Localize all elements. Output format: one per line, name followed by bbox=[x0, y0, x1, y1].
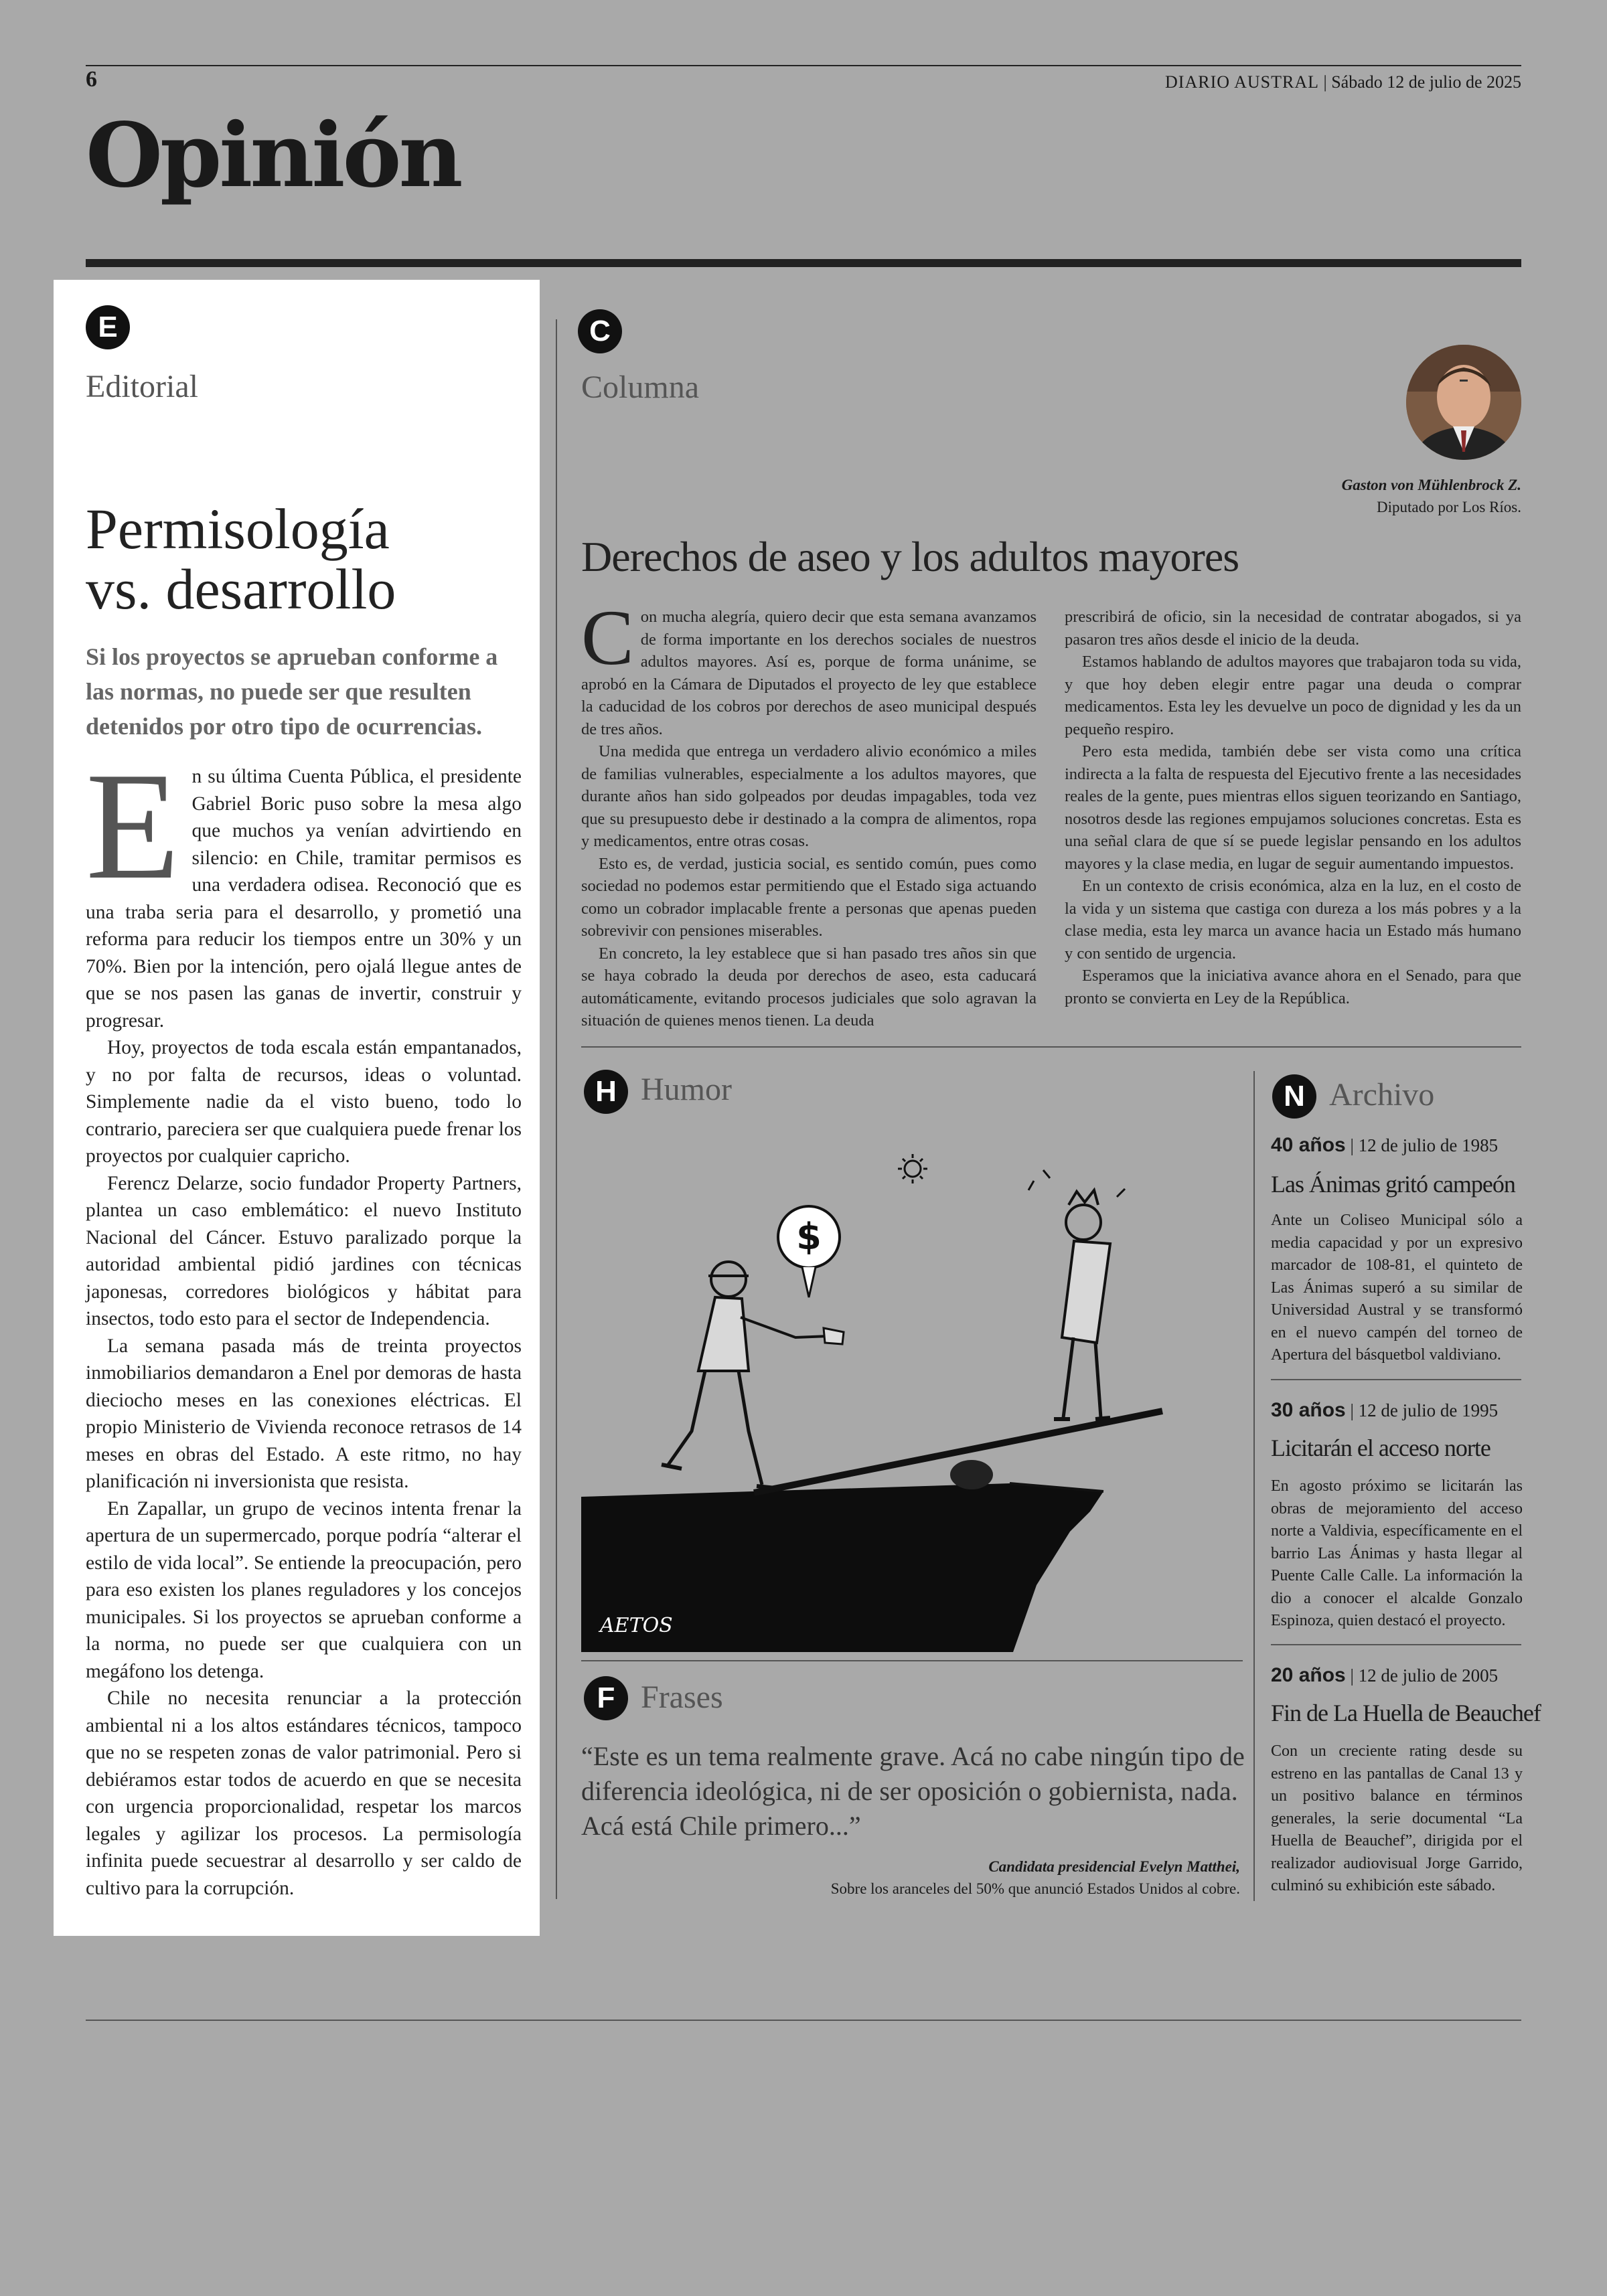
page-bottom-rule bbox=[86, 2020, 1521, 2021]
column-paragraph: prescribirá de oficio, sin la necesidad de contratar abogados, si ya pasaron tres años desde el inicio de la deuda. bbox=[1065, 608, 1521, 649]
column-badge: C bbox=[578, 309, 622, 353]
column-paragraph: Esto es, de verdad, justicia social, es sentido común, pues como sociedad no podemos estar permitiendo que el Estado siga actuando como un cobrador implacable frente a personas que apenas pueden sobrevivir con pensiones miserables. bbox=[581, 854, 1037, 940]
frases-context: Sobre los aranceles del 50% que anunció Estados Unidos al cobre. bbox=[830, 1880, 1240, 1897]
frases-badge: F bbox=[584, 1676, 628, 1720]
editorial-subtitle: Si los proyectos se aprueban conforme a las normas, no puede ser que resulten detenidos por otro tipo de ocurrencias. bbox=[86, 643, 498, 740]
archivo-item-title: Fin de La Huella de Beauchef bbox=[1271, 1700, 1541, 1726]
column-paragraph: Esperamos que la iniciativa avance ahora en el Senado, para que pronto se convierta en Ley de la República. bbox=[1065, 967, 1521, 1007]
author-portrait-icon bbox=[1406, 345, 1521, 460]
archivo-badge: N bbox=[1272, 1074, 1316, 1119]
archivo-rule bbox=[1271, 1379, 1521, 1380]
frases-attribution bbox=[831, 1856, 1240, 1900]
humor-badge: H bbox=[584, 1070, 628, 1114]
editorial-paragraph: Chile no necesita renunciar a la protección ambiental ni a los altos estándares técnicos, tampoco que no se respeten zonas de valor patrimonial. Pero si debiéramos estar todos de acuerdo en que se necesita con urgencia proporcionalidad, respetar los marcos legales y agilizar los procesos. La permisología infinita puede secuestrar al desarrollo y ser caldo de cultivo para la corrupción. bbox=[86, 1688, 522, 1899]
editorial-title-line2: vs. desarrollo bbox=[86, 557, 396, 621]
editorial-paragraph: Ferencz Delarze, socio fundador Property Partners, plantea un caso emblemático: el nuevo Instituto Nacional del Cáncer. Estuvo paralizado porque la autoridad ambiental pidió jardines con técnicas japonesas, corredores biológicos y hábitat para insectos, todo esto para el sector de Independencia. bbox=[86, 1172, 522, 1329]
humor-cartoon bbox=[581, 1117, 1243, 1652]
column-paragraph: En un contexto de crisis económica, alza en la luz, en el costo de la vida y un sistema que castiga con dureza a los más pobres y a la clase media, esta ley marca un avance hacia un Estado más humano y con sentido de urgencia. bbox=[1065, 877, 1521, 963]
editorial-paragraph: En Zapallar, un grupo de vecinos intenta frenar la apertura de un supermercado, porque podría “alterar el estilo de vida local”. Se entiende la preocupación, pero para eso existen los planes reguladores y los concejos municipales. Si los proyectos se aprueban conforme a la norma, no puede ser que cualquiera con un megáfono los detenga. bbox=[86, 1497, 522, 1682]
archivo-item-head: 20 años | 12 de julio de 2005 bbox=[1271, 1664, 1499, 1686]
author-credit bbox=[1342, 474, 1521, 518]
issue-date: Sábado 12 de julio de 2025 bbox=[1331, 72, 1521, 92]
editorial-dropcap: E bbox=[86, 740, 180, 911]
humor-label: Humor bbox=[641, 1072, 732, 1107]
editorial-badge: E bbox=[86, 305, 130, 349]
archivo-divider bbox=[1253, 1071, 1255, 1901]
archivo-item-body: Con un creciente rating desde su estreno en las pantallas de Canal 13 y un positivo balance en términos generales, la serie documental “La Huella de Beauchef”, dirigida por el realizador audiovisual Jorge Garrido, culminó su exhibición este sábado. bbox=[1271, 1742, 1523, 1894]
column-paragraph: Con mucha alegría, quiero decir que esta semana avanzamos de forma importante en los derechos sociales de nuestros adultos mayores. Así es, porque de forma unánime, se aprobó en la Cámara de Diputados el proyecto de ley que establece la caducidad de los cobros por derechos de aseo municipal después de tres años. bbox=[581, 594, 1037, 738]
column-divider bbox=[556, 319, 557, 1899]
archivo-item-body: Ante un Coliseo Municipal sólo a media capacidad y por un expresivo marcador de 108-81, el quinteto de Las Ánimas superó a su similar de Universidad Austral y se transformó en el nuevo campén del torneo de Apertura del básquetbol valdiviano. bbox=[1271, 1212, 1523, 1364]
seesaw-cartoon-icon bbox=[581, 1117, 1243, 1652]
frases-quote: “Este es un tema realmente grave. Acá no cabe ningún tipo de diferencia ideológica, ni de ser oposición o gobiernista, nada. Acá está Chile primero...” bbox=[581, 1741, 1245, 1841]
header-top-rule bbox=[86, 65, 1521, 66]
page-number: 6 bbox=[86, 67, 97, 92]
column-body-left bbox=[581, 594, 1037, 1032]
editorial-paragraph: En su última Cuenta Pública, el presidente Gabriel Boric puso sobre la mesa algo que muchos ya venían advirtiendo en silencio: en Chile, tramitar permisos es una verdadera odisea. Reconoció que es una traba seria para el desarrollo, y prometió una reforma para reducir los tiempos entre un 30% y un 70%. Bien por la intención, pero ojalá llegue antes de que se nos pasen las ganas de invertir, construir y progresar. bbox=[86, 740, 522, 1032]
editorial-paragraph: La semana pasada más de treinta proyectos inmobiliarios demandaron a Enel por demoras de hasta dieciocho meses en las conexiones eléctricas. El propio Ministerio de Vivienda reconoce retrasos de 14 meses en obras del Estado. A este ritmo, no hay planificación ni inversionista que resista. bbox=[86, 1335, 522, 1492]
column-paragraph: Pero esta medida, también debe ser vista como una crítica indirecta a la falta de respuesta del Ejecutivo frente a las necesidades reales de la gente, pues mientras ellos siguen teorizando en Santiago, nosotros desde las regiones empujamos soluciones concretas. Esta es una señal clara de que sí se puede legislar pensando en los adultos mayores y la clase media, en lugar de seguir aumentando impuestos. bbox=[1065, 742, 1521, 873]
archivo-item-body: En agosto próximo se licitarán las obras de mejoramiento del acceso norte a Valdivia, específicamente en el barrio Las Ánimas y hasta llegar al Puente Calle Calle. La información la dio a conocer el alcalde Gonzalo Espinoza, quien destacó el proyecto. bbox=[1271, 1477, 1523, 1629]
editorial-title-line1: Permisología bbox=[86, 497, 390, 561]
column-bottom-rule bbox=[581, 1046, 1521, 1048]
humor-bottom-rule bbox=[581, 1660, 1243, 1661]
column-title: Derechos de aseo y los adultos mayores bbox=[581, 533, 1239, 580]
editorial-label: Editorial bbox=[86, 369, 198, 404]
editorial-title bbox=[86, 499, 528, 619]
section-title: Opinión bbox=[86, 104, 461, 208]
archivo-rule bbox=[1271, 1644, 1521, 1645]
newspaper-name: DIARIO AUSTRAL bbox=[1165, 72, 1319, 92]
frases-label: Frases bbox=[641, 1679, 723, 1715]
column-paragraph: En concreto, la ley establece que si han pasado tres años sin que se haya cobrado la deuda por derechos de aseo, esta caducará automáticamente, evitando procesos judiciales que solo agravan la situación de quienes menos tienen. La deuda bbox=[581, 944, 1037, 1030]
column-dropcap: C bbox=[581, 594, 634, 681]
archivo-item-head: 30 años | 12 de julio de 1995 bbox=[1271, 1399, 1499, 1421]
author-name: Gaston von Mühlenbrock Z. bbox=[1341, 477, 1521, 493]
masthead-date: DIARIO AUSTRAL | Sábado 12 de julio de 2025 bbox=[1165, 72, 1521, 92]
archivo-item-title: Las Ánimas gritó campeón bbox=[1271, 1171, 1515, 1198]
column-label: Columna bbox=[581, 370, 699, 405]
cartoon-signature: AETOS bbox=[600, 1614, 673, 1637]
column-body-right bbox=[1065, 606, 1521, 1009]
editorial-paragraph: Hoy, proyectos de toda escala están empantanados, y no por falta de recursos, ideas o voluntad. Simplemente nadie da el visto bueno, todo lo contrario, pareciera ser que cualquiera puede frenar los proyectos por cualquier capricho. bbox=[86, 1037, 522, 1167]
section-heavy-rule bbox=[86, 259, 1521, 267]
svg-text:$: $ bbox=[796, 1216, 822, 1258]
author-photo bbox=[1406, 345, 1521, 460]
column-paragraph: Una medida que entrega un verdadero alivio económico a miles de familias vulnerables, especialmente a los adultos mayores, que durante años han sido golpeados por deudas impagables, toda vez que su presupuesto debe ir destinado a la compra de alimentos, ropa y medicamentos, entre otras cosas. bbox=[581, 742, 1037, 850]
archivo-item-head: 40 años | 12 de julio de 1985 bbox=[1271, 1134, 1499, 1156]
author-role: Diputado por Los Ríos. bbox=[1377, 499, 1521, 515]
archivo-item-title: Licitarán el acceso norte bbox=[1271, 1434, 1490, 1461]
frases-author: Candidata presidencial Evelyn Matthei, bbox=[988, 1858, 1240, 1875]
editorial-body bbox=[86, 740, 522, 1902]
archivo-label: Archivo bbox=[1329, 1077, 1435, 1113]
column-paragraph: Estamos hablando de adultos mayores que trabajaron toda su vida, y que hoy deben elegir entre pagar una deuda o comprar medicamentos. Esta ley les devuelve un poco de dignidad y les da un pequeño respiro. bbox=[1065, 653, 1521, 738]
